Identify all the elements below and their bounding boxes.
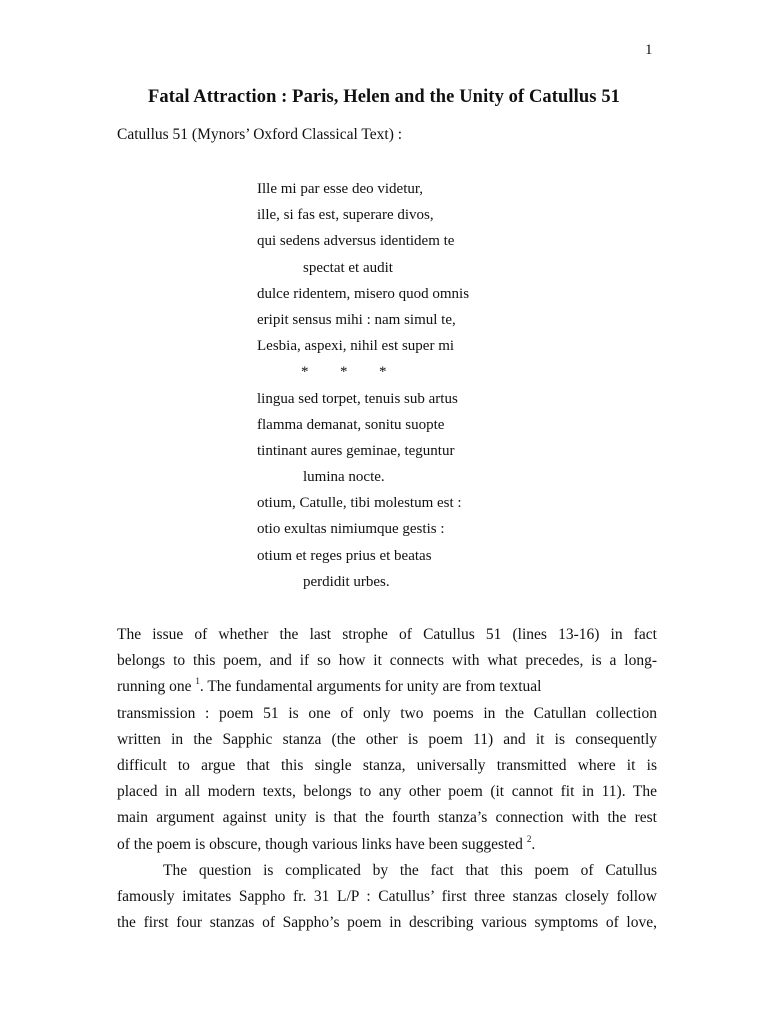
poem-line: spectat et audit [303, 259, 393, 276]
poem-block [257, 176, 469, 595]
paragraph-line: famously imitates Sappho fr. 31 L/P : Catullus’ first three stanzas closely follow [117, 887, 657, 905]
divider-star: * [379, 364, 387, 381]
poem-line: lumina nocte. [303, 469, 385, 486]
paragraph-text: running one [117, 678, 192, 696]
paragraph-line: The issue of whether the last strophe of Catullus 51 (lines 13-16) in fact [117, 626, 657, 643]
body-text [117, 622, 657, 936]
poem-line: qui sedens adversus identidem te [257, 233, 455, 250]
page-number: 1 [645, 42, 653, 58]
poem-line: tintinant aures geminae, teguntur [257, 442, 455, 459]
paragraph-line: main argument against unity is that the fourth stanza’s connection with the rest [117, 809, 657, 827]
paragraph-line: belongs to this poem, and if so how it connects with what precedes, is a long- [117, 652, 657, 670]
poem-line: dulce ridentem, misero quod omnis [257, 285, 470, 302]
poem-line: otium, Catulle, tibi molestum est : [257, 495, 462, 512]
poem-line: Ille mi par esse deo videtur, [257, 181, 424, 197]
paragraph-line: placed in all modern texts, belongs to any other poem (it cannot fit in 11). The [117, 783, 657, 801]
paragraph-text: of the poem is obscure, though various links have been suggested [117, 835, 523, 853]
poem-line: otium et reges prius et beatas [257, 547, 432, 564]
paragraph-line: written in the Sapphic stanza (the other is poem 11) and it is consequently [117, 730, 657, 748]
paragraph-line [117, 832, 657, 858]
paragraph-line: difficult to argue that this single stanza, universally transmitted where it is [117, 756, 657, 774]
divider-star: * [301, 364, 309, 381]
paragraph-line: The question is complicated by the fact that this poem of Catullus [163, 861, 657, 879]
poem-line: eripit sensus mihi : nam simul te, [257, 311, 456, 328]
poem-line: flamma demanat, sonitu suopte [257, 416, 445, 433]
poem-line: perdidit urbes. [303, 573, 390, 590]
paragraph-text: . The fundamental arguments for unity are from textual [199, 678, 542, 696]
page-title: Fatal Attraction : Paris, Helen and the Unity of Catullus 51 [147, 87, 621, 107]
poem-source-heading: Catullus 51 (Mynors’ Oxford Classical Text) : [117, 126, 403, 143]
stanza-divider [257, 359, 469, 385]
paragraph-line: transmission : poem 51 is one of only two poems in the Catullan collection [117, 704, 657, 722]
footnote-ref-1[interactable]: 1 [195, 676, 200, 687]
footnote-ref-2[interactable]: 2 [526, 833, 532, 844]
poem-line: lingua sed torpet, tenuis sub artus [257, 390, 458, 407]
paragraph-line: the first four stanzas of Sappho’s poem in describing various symptoms of love, [117, 914, 657, 932]
poem-line: Lesbia, aspexi, nihil est super mi [257, 338, 455, 355]
divider-star: * [340, 364, 348, 381]
paragraph-line [117, 674, 657, 700]
paragraph-text: . [531, 835, 536, 853]
poem-line: ille, si fas est, superare divos, [257, 207, 434, 224]
poem-line: otio exultas nimiumque gestis : [257, 521, 445, 538]
